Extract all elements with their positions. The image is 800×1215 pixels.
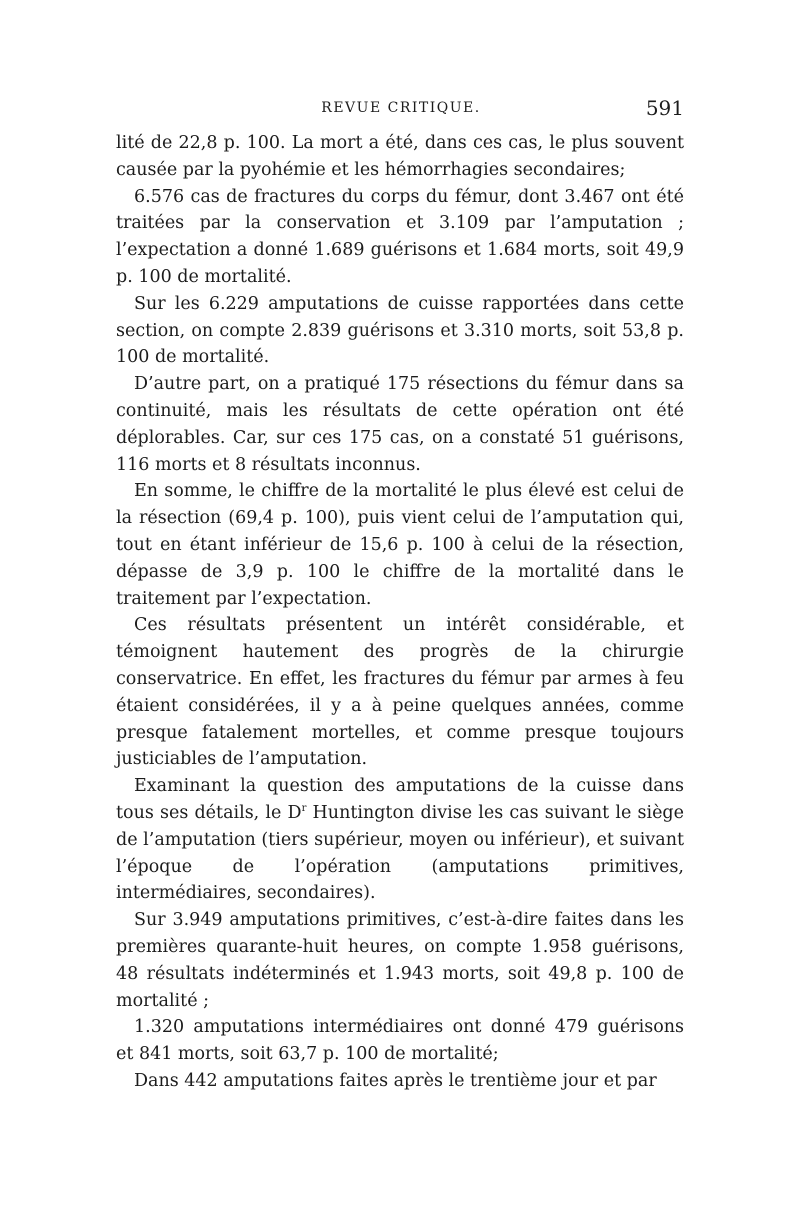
paragraph-conservative-surgery: Ces résultats présentent un intérêt considérable, et témoignent hautement des progrès de la chirurgie conservatrice. En effet, les fractures du fémur par armes à feu étaient considérées, il y a à peine quelques années, comme presque fatalement mortelles, et comme presque toujours justiciables de l’amputation. — [116, 615, 684, 770]
page-number: 591 — [645, 96, 684, 120]
paragraph-intermediate-amputations: 1.320 amputations intermédiaires ont donné 479 guérisons et 841 morts, soit 63,7 p. 100 de mortalité; — [116, 1017, 684, 1065]
doctor-abbrev-sup: r — [301, 803, 307, 815]
paragraph-huntington-end: Huntington divise les cas suivant le siège de l’amputation (tiers supérieur, moyen ou inférieur), et suivant l’époque de l’opération (amputations primitives, intermédiaires, secondaires). — [116, 802, 684, 904]
paragraph-late-amputations: Dans 442 amputations faites après le trentième jour et par — [134, 1070, 657, 1091]
paragraph-femur-fractures: 6.576 cas de fractures du corps du fémur, dont 3.467 ont été traitées par la conservation et 3.109 par l’amputation ; l’expectation a donné 1.689 guérisons et 1.684 morts, soit 49,9 p. 100 de mortalité. — [116, 186, 684, 287]
running-head — [118, 96, 684, 124]
paragraph-thigh-amputations: Sur les 6.229 amputations de cuisse rapportées dans cette section, on compte 2.839 guérisons et 3.310 morts, soit 53,8 p. 100 de mortalité. — [116, 293, 684, 368]
body-text — [116, 130, 684, 1095]
paragraph-summary: En somme, le chiffre de la mortalité le plus élevé est celui de la résection (69,4 p. 100), puis vient celui de l’amputation qui, tout en étant inférieur de 15,6 p. 100 à celui de la résection, dépasse de 3,9 p. 100 le chiffre de la mortalité dans le traitement par l’expectation. — [116, 481, 684, 609]
paragraph-continuation: lité de 22,8 p. 100. La mort a été, dans ces cas, le plus souvent causée par la pyohémie et les hémorrhagies secondaires; — [116, 133, 684, 180]
paragraph-huntington-start: Examinant la question des amputations de la cuisse dans tous ses détails, le D — [116, 776, 684, 823]
running-title: REVUE CRITIQUE. — [321, 100, 481, 116]
paragraph-primary-amputations: Sur 3.949 amputations primitives, c’est-à-dire faites dans les premières quarante-huit heures, on compte 1.958 guérisons, 48 résultats indéterminés et 1.943 morts, soit 49,8 p. 100 de mortalité ; — [116, 910, 684, 1011]
paragraph-huntington — [116, 773, 684, 907]
paragraph-resections: D’autre part, on a pratiqué 175 résections du fémur dans sa continuité, mais les résultats de cette opération ont été déplorables. Car, sur ces 175 cas, on a constaté 51 guérisons, 116 morts et 8 résultats inconnus. — [116, 374, 684, 475]
